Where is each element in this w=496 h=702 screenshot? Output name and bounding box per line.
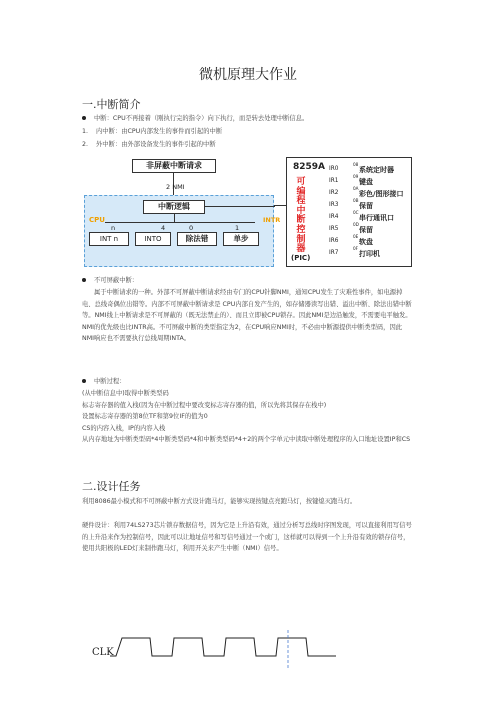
divide-error-box: 除法错 (177, 232, 217, 246)
interrupt-diagram (84, 157, 414, 267)
bullet-process (82, 376, 125, 385)
label-4: 4 (161, 224, 166, 232)
int-n-box: INT n (89, 232, 129, 246)
pic-title: 8259A (293, 162, 326, 172)
page-title: 微机原理大作业 (199, 67, 297, 83)
clk-label: CLK (92, 647, 114, 658)
clk-wave (110, 638, 336, 656)
section-2-heading: 二.设计任务 (82, 480, 141, 493)
bullet-interrupt-def (82, 113, 308, 122)
process-paragraph: (从中断信息中)取得中断类型码 标志寄存器的值入栈(因为在中断过程中要改变标志寄存器的值，所以先将其保存在栈中) 设置标志寄存器的第8位TF和第9位IF的值为0 CS的内容入栈，IP的内容入栈 从内存地址为中断类型码*4中断类型码*4和中断类型码*4+2的两个字单元中读取中断处理程序的入口地址设置IP和CS (82, 390, 411, 444)
item-number: 2. (82, 141, 89, 148)
item-text: 外中断：由外部设备发生的事件引起的中断 (96, 141, 216, 148)
item-number: 1. (82, 128, 89, 135)
bullet-icon (82, 116, 86, 120)
pic-footer: (PIC) (291, 254, 311, 262)
nmi-request-box: 非屏蔽中断请求 (132, 159, 216, 173)
pic-red-label: 可 编 程 中 断 控 制 器 (296, 177, 306, 255)
bullet-nmi (82, 275, 138, 284)
numbered-item-2 (82, 139, 216, 148)
pic-8259a: 8259A 可 编 程 中 断 控 制 器 (PIC) IR0 08 系统定时器 IR1 09 键盘 IR2 0A 彩色/图形接口 IR3 0B 保留 IR4 0C 串行通讯口 IR5 0D 保留 IR6 0E 软盘 IR7 0F 打印机 (286, 157, 412, 267)
into-box: INTO (135, 232, 171, 246)
logic-down-line (174, 214, 175, 222)
single-step-box: 单步 (223, 232, 259, 246)
section-1-heading: 一.中断简介 (82, 98, 141, 111)
pic-link-line (274, 205, 286, 206)
clk-waveform (110, 630, 350, 670)
nmi-label: 2 NMI (166, 183, 185, 191)
label-0: 0 (189, 224, 194, 232)
label-1: 1 (235, 224, 240, 232)
numbered-item-1 (82, 126, 222, 135)
bullet-text: 中断：CPU不再接着（刚执行完的指令）向下执行，而是转去处理中断信息。 (94, 115, 309, 122)
item-text: 内中断：由CPU内部发生的事件而引起的中断 (96, 128, 223, 135)
interrupt-logic-box: 中断逻辑 (143, 200, 205, 214)
intr-label: INTR (263, 216, 281, 224)
nmi-paragraph: 属于中断请求的一种。外部不可屏蔽中断请求经由专门的CPU针脚NMI，通知CPU发生了灾难性事件，如电源掉电、总线奇偶位出错等。内部不可屏蔽中断请求是 CPU内部自发产生的，如存储器读写出错、溢出中断、除法出错中断等。NMI线上中断请求是不可屏蔽的（既无法禁止的）、而且立即被CPU锁存。因此NMI是边沿触发，不需要电平触发。NMI的优先级也比INTR高。不可屏蔽中断的类型指定为2，在CPU响应NMI时，不必由中断源提供中断类型码，因此NMI响应也不需要执行总线周期INTA。 (82, 289, 412, 343)
cpu-label: CPU (89, 216, 105, 224)
label-n: n (111, 224, 116, 232)
bullet-text: 不可屏蔽中断： (94, 277, 139, 284)
bullet-text: 中断过程： (94, 378, 126, 385)
hardware-paragraph: 硬件设计：利用74LS273芯片锁存数据信号，因为它是上升沿有效，通过分析写总线时序图发现，可以直接利用写信号的上升沿来作为控制信号，因此可以让地址信号和写信号通过一个或门，这样就可以得到一个上升沿有效的锁存信号，使用共阳极的LED灯来制作跑马灯，利用开关来产生中断（NMI）信号。 (82, 522, 412, 553)
bullet-icon (82, 278, 86, 282)
cpu-area (84, 195, 281, 267)
intr-line (205, 206, 275, 207)
bus-line (105, 222, 255, 223)
task-paragraph: 利用8086最小模式和不可屏蔽中断方式设计跑马灯，能够实现按键点亮跑马灯，按键熄灭跑马灯。 (82, 498, 357, 505)
bullet-icon (82, 379, 86, 383)
